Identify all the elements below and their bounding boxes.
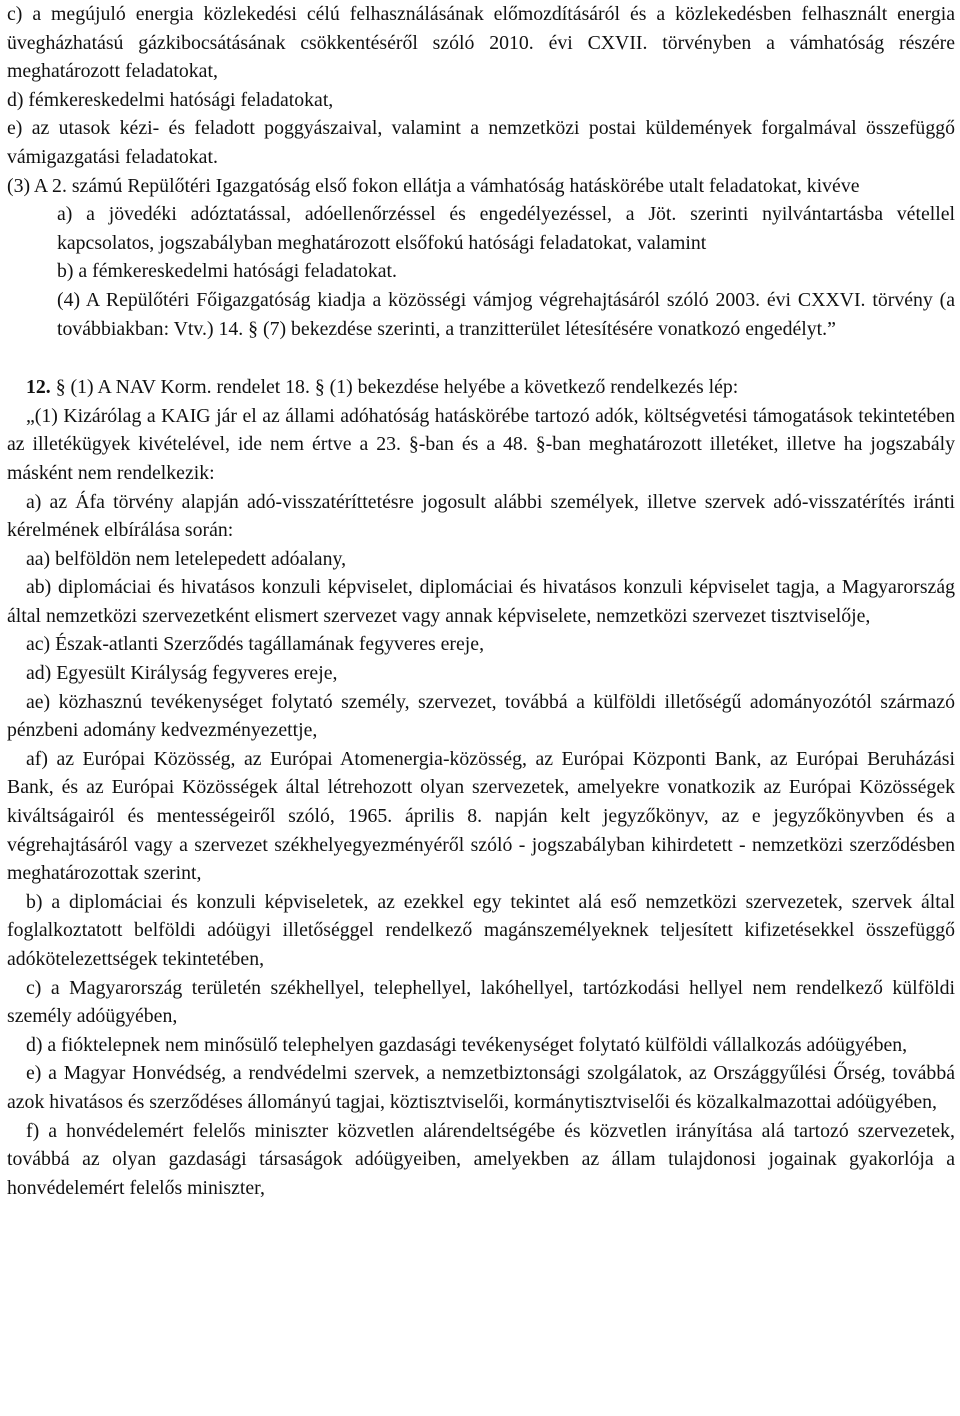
paragraph-ac: ac) Észak-atlanti Szerződés tagállamának fegyveres ereje,	[26, 633, 485, 656]
paragraph-18-1-kaig: „(1) Kizárólag a KAIG jár el az állami adóhatóság hatáskörébe tartozó adók, költségvetési támogatások tekintetében az illetékügyek kivételével, ide nem értve a 23. §-ban és a 48. §-ban meghatározott illetéket, illetve ha jogszabály másként nem rendelkezik:	[7, 404, 955, 484]
paragraph-e-passengers: e) az utasok kézi- és feladott poggyászaival, valamint a nemzetközi postai küldemények forgalmával összefüggő vámigazgatási feladatokat.	[7, 117, 955, 168]
paragraph-e-armed-forces: e) a Magyar Honvédség, a rendvédelmi szervek, a nemzetbiztonsági szolgálatok, az Országgyűlési Őrség, továbbá azok hivatásos és szerződéses állományú tagjai, köztisztviselői, kormánytisztviselői és közalkalmazottai adóügyében,	[7, 1062, 955, 1113]
paragraph-ae: ae) közhasznú tevékenységet folytató személy, szervezet, továbbá a külföldi illetőségű adományozótól származó pénzbeni adomány kedvezményezettje,	[7, 690, 955, 742]
paragraph-ab: ab) diplomáciai és hivatásos konzuli képviselet, diplomáciai és hivatásos konzuli képviselet tagja, a Magyarország által nemzetközi szervezetként elismert szervezet vagy annak képviselete, nemzetközi szervezet tisztviselője,	[7, 576, 955, 627]
paragraph-3b-metal-trade: b) a fémkereskedelmi hatósági feladatokat.	[57, 260, 397, 283]
paragraph-af: af) az Európai Közösség, az Európai Atomenergia-közösség, az Európai Központi Bank, az Európai Beruházási Bank, és az Európai Közösségek által létrehozott olyan szervezetek, amelyekre vonatkozik az Európai Közösségek kiváltságairól és mentességeiről szóló, 1965. április 8. napján kelt jegyzőkönyv, az e jegyzőkönyvben és a végrehajtásáról vagy a szervezet székhelyegyezményéről szóló - jogszabályban kihirdetett - nemzetközi szerződésben meghatározottak szerint,	[7, 747, 955, 885]
paragraph-d-branch: d) a fióktelepnek nem minősülő telephelyen gazdasági tevékenységet folytató külföldi vállalkozás adóügyében,	[26, 1033, 908, 1056]
paragraph-c-energy: c) a megújuló energia közlekedési célú felhasználásának előmozdításáról és a közlekedésben felhasznált energia üvegházhatású gázkibocsátásának csökkentéséről szóló 2010. évi CXVII. törvényben a vámhatóság részére meghatározott feladatokat,	[7, 3, 955, 83]
section-gap	[7, 343, 955, 373]
paragraph-3-airport-directorate: (3) A 2. számú Repülőtéri Igazgatóság első fokon ellátja a vámhatóság hatáskörébe utalt feladatokat, kivéve	[7, 174, 860, 197]
paragraph-d-metal-trade: d) fémkereskedelmi hatósági feladatokat,	[7, 88, 334, 111]
paragraph-f-defence-minister: f) a honvédelemért felelős miniszter közvetlen alárendeltségébe és közvetlen irányítása alá tartozó szervezetek, továbbá az olyan gazdasági társaságok adóügyeiben, amelyekben az állam tulajdonosi jogainak gyakorlója a honvédelemért felelős miniszter,	[7, 1119, 955, 1199]
paragraph-b-diplomatic: b) a diplomáciai és konzuli képviseletek, az ezekkel egy tekintet alá eső nemzetközi szervezetek, szervek által foglalkoztatott belföldi adóügyi illetőséggel rendelkező magánszemélyeknek teljesített kifizetésekkel összefüggő adókötelezettségek tekintetében,	[7, 890, 955, 970]
paragraph-ad: ad) Egyesült Királyság fegyveres ereje,	[26, 662, 338, 685]
paragraph-4-transit-permit: (4) A Repülőtéri Főigazgatóság kiadja a közösségi vámjog végrehajtásáról szóló 2003. évi CXXVI. törvény (a továbbiakban: Vtv.) 14. § (7) bekezdése szerinti, a tranzitterület létesítésére vonatkozó engedélyt.”	[57, 288, 955, 340]
paragraph-aa: aa) belföldön nem letelepedett adóalany,	[26, 547, 347, 570]
section-number: 12.	[26, 376, 51, 399]
section-12-heading	[7, 373, 955, 402]
paragraph-a-vat-refund: a) az Áfa törvény alapján adó-visszatéríttetésre jogosult alábbi személyek, illetve szervek adó-visszatérítés iránti kérelmének elbírálása során:	[7, 490, 955, 542]
paragraph-c-foreign-person: c) a Magyarország területén székhellyel, telephellyel, lakóhellyel, tartózkodási hellyel nem rendelkező külföldi személy adóügyében,	[7, 976, 955, 1028]
paragraph-3a-excise: a) a jövedéki adóztatással, adóellenőrzéssel és engedélyezéssel, a Jöt. szerinti nyilvántartásba vétellel kapcsolatos, jogszabályban meghatározott elsőfokú hatósági feladatokat, valamint	[57, 203, 955, 254]
section-12-text: § (1) A NAV Korm. rendelet 18. § (1) bekezdése helyébe a következő rendelkezés lép:	[55, 376, 739, 399]
